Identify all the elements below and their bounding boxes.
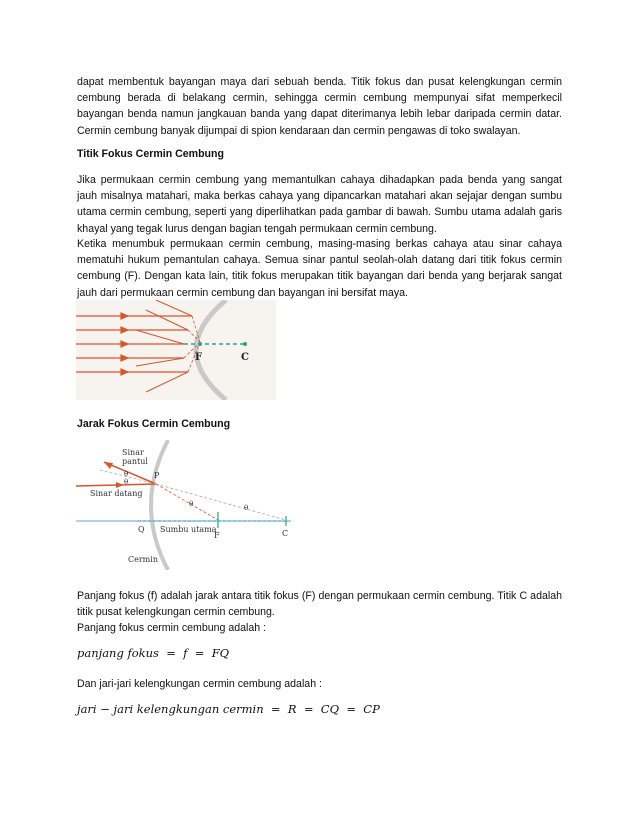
- label-theta-right: θ: [244, 504, 249, 512]
- figure-background: [76, 300, 276, 400]
- figure-focal-length-diagram: [76, 440, 291, 570]
- paragraph-titik-fokus-2: Ketika menumbuk permukaan cermin cembung, masing-masing berkas cahaya atau sinar cahaya mematuhi hukum pemantulan cahaya. Semua sinar pantul seolah-olah datang dari titik fokus cermin cembung (F). Dengan kata lain, titik fokus merupakan titik bayangan dari benda yang berjarak sangat jauh dari permukaan cermin cembung dan bayangan ini bersifat maya.: [77, 238, 562, 299]
- paragraph-jarak-fokus: Panjang fokus (f) adalah jarak antara titik fokus (F) dengan permukaan cermin cembung. Titik C adalah titik pusat kelengkungan cermin cembung.: [77, 590, 562, 619]
- label-theta-bottom: θ: [124, 478, 129, 486]
- paragraph-panjang-fokus-intro: Panjang fokus cermin cembung adalah :: [77, 622, 267, 634]
- formula-jari-jari: jari − jari kelengkungan cermin = R = CQ = CP: [77, 702, 380, 716]
- label-sumbu-utama: Sumbu utama: [160, 525, 217, 534]
- label-p: P: [154, 471, 160, 480]
- figure-focal-point-diagram: [76, 300, 276, 400]
- label-q: Q: [138, 525, 145, 534]
- reflected-arrow: [104, 462, 113, 469]
- radius-line: [156, 484, 286, 520]
- label-sinar-datang: Sinar datang: [90, 489, 143, 498]
- heading-titik-fokus: Titik Fokus Cermin Cembung: [77, 148, 224, 160]
- label-cermin: Cermin: [128, 555, 158, 564]
- paragraph-titik-fokus-1: Jika permukaan cermin cembung yang memantulkan cahaya dihadapkan pada benda yang sangat jauh misalnya matahari, maka berkas cahaya yang dipancarkan matahari akan sejajar dengan sumbu utama cermin cembung, seperti yang diperlihatkan pada gambar di bawah. Sumbu utama adalah garis khayal yang tegak lurus dengan bagian tengah permukaan cermin cembung.: [77, 174, 562, 235]
- label-sinar-pantul-line2: pantul: [122, 457, 148, 466]
- label-sinar-pantul-line1: Sinar: [122, 448, 144, 457]
- focal-point-marker: [198, 342, 202, 346]
- heading-jarak-fokus: Jarak Fokus Cermin Cembung: [77, 418, 231, 430]
- convex-mirror: [151, 440, 168, 570]
- incident-arrow: [116, 482, 124, 488]
- center-curvature-marker: [243, 342, 247, 346]
- formula-panjang-fokus: panjang fokus = f = FQ: [77, 646, 230, 660]
- intro-paragraph: dapat membentuk bayangan maya dari sebuah benda. Titik fokus dan pusat kelengkungan cermin cembung berada di belakang cermin, sehingga cermin cembung mempunyai sifat memperkecil bayangan benda namun jangkauan banda yang dapat diterimanya lebih lebar daripada cermin datar. Cermin cembung banyak dijumpai di spion kendaraan dan cermin pengawas di toko swalayan.: [77, 76, 562, 137]
- label-f: F: [195, 352, 203, 363]
- label-theta-mid: θ: [189, 500, 194, 508]
- label-f: F: [214, 531, 220, 540]
- label-c: C: [282, 529, 289, 538]
- paragraph-jari-jari-intro: Dan jari-jari kelengkungan cermin cembung adalah :: [77, 678, 322, 690]
- label-c: C: [241, 352, 249, 363]
- label-theta-top: θ: [124, 470, 129, 478]
- virtual-ray-to-f: [156, 484, 218, 520]
